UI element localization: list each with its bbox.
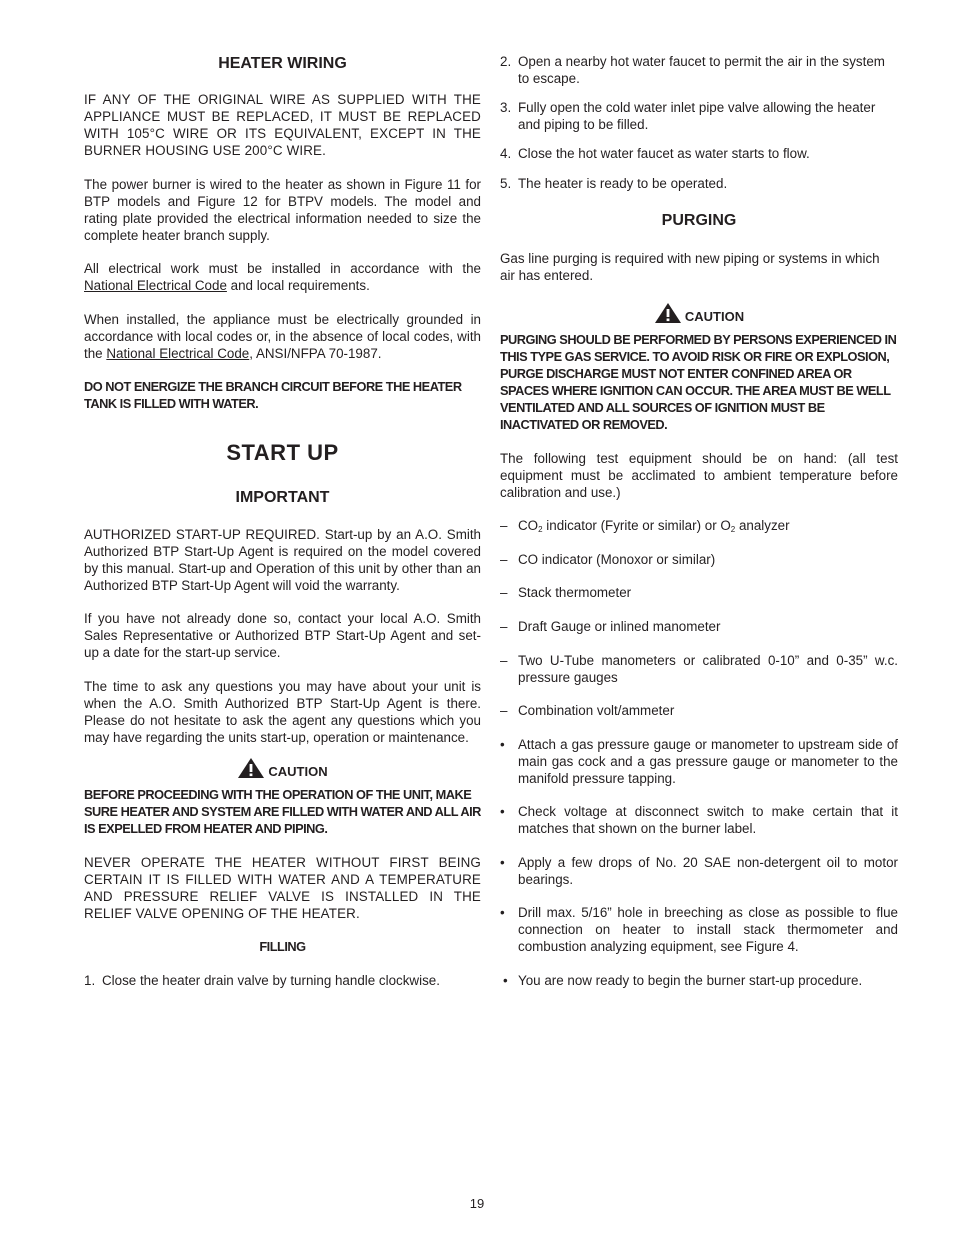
filling-step-5 [500, 175, 898, 192]
procedure-bullet [500, 803, 898, 837]
dash-marker: – [500, 585, 508, 600]
dash-marker: – [500, 552, 508, 567]
filling-heading: FILLING [259, 939, 306, 954]
purging-heading: PURGING [661, 212, 737, 229]
heater-wiring-paragraph-2: The power burner is wired to the heater as shown in Figure 11 for BTP models and Figure 12 for BTPV models. The model and rating plate provided the electrical information needed to size the complete heater branch supply. [84, 177, 481, 243]
dash-marker: – [500, 619, 508, 634]
paragraph-text: All electrical work must be installed in accordance with the [84, 261, 481, 276]
subscript: 2 [730, 525, 736, 534]
filling-step-4 [500, 145, 898, 162]
subscript: 2 [538, 525, 543, 534]
important-heading: IMPORTANT [235, 489, 330, 506]
equipment-text [518, 517, 898, 534]
step-number: 2. [500, 54, 512, 69]
step-number: 3. [500, 100, 512, 115]
start-up-heading: START UP [226, 440, 339, 465]
procedure-bullet [500, 736, 898, 787]
dash-marker: – [500, 653, 508, 668]
paragraph-text: When installed, the appliance must be electrically grounded in accordance with local codes or, in the absence of local codes, with the [84, 312, 481, 361]
bullet-marker: • [500, 855, 505, 870]
warning-triangle-icon [237, 757, 265, 779]
bullet-marker: • [500, 905, 505, 920]
filling-step-3 [500, 99, 898, 133]
paragraph-text: , ANSI/NFPA 70-1987. [249, 346, 382, 361]
purging-paragraph-1: Gas line purging is required with new piping or systems in which air has entered. [500, 251, 880, 283]
equipment-item [500, 702, 898, 719]
equipment-item [500, 652, 898, 686]
step-text: The heater is ready to be operated. [518, 176, 728, 191]
caution-label-start-up [84, 757, 481, 780]
dash-marker: – [500, 703, 508, 718]
start-up-paragraph-3: The time to ask any questions you may have about your unit is when the A.O. Smith Authorized BTP Start-Up Agent is there. Please do not hesitate to ask the agent any questions which you may have regarding the units start-up, operation or maintenance. [84, 679, 481, 745]
step-text: Open a nearby hot water faucet to permit the air in the system to escape. [518, 54, 885, 86]
nec-reference: National Electrical Code [106, 346, 250, 361]
procedure-bullet [500, 854, 898, 888]
nec-reference: National Electrical Code [84, 278, 227, 293]
step-text: Close the heater drain valve by turning handle clockwise. [102, 973, 440, 988]
equipment-text: Two U-Tube manometers or calibrated 0-10” and 0-35” w.c. pressure gauges [518, 653, 898, 685]
equipment-item [500, 584, 898, 601]
step-text: Close the hot water faucet as water starts to flow. [518, 146, 810, 161]
equipment-text: Combination volt/ammeter [518, 703, 675, 718]
text-part: analyzer [735, 518, 790, 533]
text-part: CO [518, 518, 539, 533]
bullet-text: You are now ready to begin the burner start-up procedure. [518, 973, 863, 988]
caution-text-start-up: BEFORE PROCEEDING WITH THE OPERATION OF THE UNIT, MAKE SURE HEATER AND SYSTEM ARE FILLED WITH WATER AND ALL AIR IS EXPELLED FROM HEATER AND PIPING. [84, 787, 481, 836]
start-up-paragraph-4: NEVER OPERATE THE HEATER WITHOUT FIRST BEING CERTAIN IT IS FILLED WITH WATER AND A TEMPERATURE AND PRESSURE RELIEF VALVE IS INSTALLED IN THE RELIEF VALVE OPENING OF THE HEATER. [84, 855, 481, 921]
equipment-text: Stack thermometer [518, 585, 632, 600]
step-text: Fully open the cold water inlet pipe valve allowing the heater and piping to be filled. [518, 100, 876, 132]
equipment-item-co2 [500, 517, 898, 534]
step-number: 5. [500, 176, 512, 191]
caution-label-text: CAUTION [684, 309, 745, 324]
bullet-marker: • [503, 973, 508, 988]
procedure-bullet [500, 972, 898, 989]
equipment-item [500, 551, 898, 568]
caution-label-purging [500, 302, 898, 325]
page-number: 19 [469, 1196, 485, 1211]
step-number: 1. [84, 973, 96, 988]
caution-text-purging: PURGING SHOULD BE PERFORMED BY PERSONS EXPERIENCED IN THIS TYPE GAS SERVICE. TO AVOID RISK OR FIRE OR EXPLOSION, PURGE DISCHARGE MUST NOT ENTER CONFINED AREA OR SPACES WHERE IGNITION CAN OCCUR. THE AREA MUST BE WELL VENTILATED AND ALL SOURCES OF IGNITION MUST BE INACTIVATED OR REMOVED. [500, 332, 897, 432]
filling-step-1 [84, 972, 481, 989]
step-number: 4. [500, 146, 512, 161]
equipment-text: CO indicator (Monoxor or similar) [518, 552, 716, 567]
purging-paragraph-2: The following test equipment should be on hand: (all test equipment must be acclimated to ambient temperature before calibration and use.) [500, 451, 898, 500]
equipment-item [500, 618, 898, 635]
heater-wiring-heading: HEATER WIRING [218, 55, 347, 72]
bullet-marker: • [500, 804, 505, 819]
text-part: indicator (Fyrite or similar) or O [542, 518, 731, 533]
start-up-paragraph-1: AUTHORIZED START-UP REQUIRED. Start-up by an A.O. Smith Authorized BTP Start-Up Agent is required on the model covered by this manual. Start-up and Operation of this unit by other than an Authorized BTP Start-Up Agent will void the warranty. [84, 527, 481, 593]
bullet-marker: • [500, 737, 505, 752]
heater-wiring-paragraph-3 [84, 260, 481, 294]
bullet-text: Drill max. 5/16” hole in breeching as close as possible to flue connection on heater to install stack thermometer and combustion analyzing equipment, see Figure 4. [518, 905, 898, 954]
caution-label-text: CAUTION [268, 764, 328, 779]
energize-warning: DO NOT ENERGIZE THE BRANCH CIRCUIT BEFORE THE HEATER TANK IS FILLED WITH WATER. [84, 379, 462, 411]
paragraph-text: and local requirements. [226, 278, 370, 293]
equipment-text: Draft Gauge or inlined manometer [518, 619, 721, 634]
heater-wiring-paragraph-4 [84, 311, 481, 362]
procedure-bullet [500, 904, 898, 955]
dash-marker: – [500, 518, 508, 533]
bullet-text: Attach a gas pressure gauge or manometer to upstream side of main gas cock and a gas pressure gauge or manometer to the manifold pressure tapping. [518, 737, 898, 786]
heater-wiring-paragraph-1: IF ANY OF THE ORIGINAL WIRE AS SUPPLIED WITH THE APPLIANCE MUST BE REPLACED, IT MUST BE REPLACED WITH 105°C WIRE OR ITS EQUIVALENT, EXCEPT IN THE BURNER HOUSING USE 200°C WIRE. [84, 92, 481, 158]
start-up-paragraph-2: If you have not already done so, contact your local A.O. Smith Sales Representative or Authorized BTP Start-Up Agent and set-up a date for the start-up service. [84, 611, 481, 660]
warning-triangle-icon [654, 302, 682, 324]
bullet-text: Check voltage at disconnect switch to make certain that it matches that shown on the burner label. [518, 804, 898, 836]
bullet-text: Apply a few drops of No. 20 SAE non-detergent oil to motor bearings. [518, 855, 898, 887]
filling-step-2 [500, 53, 898, 87]
